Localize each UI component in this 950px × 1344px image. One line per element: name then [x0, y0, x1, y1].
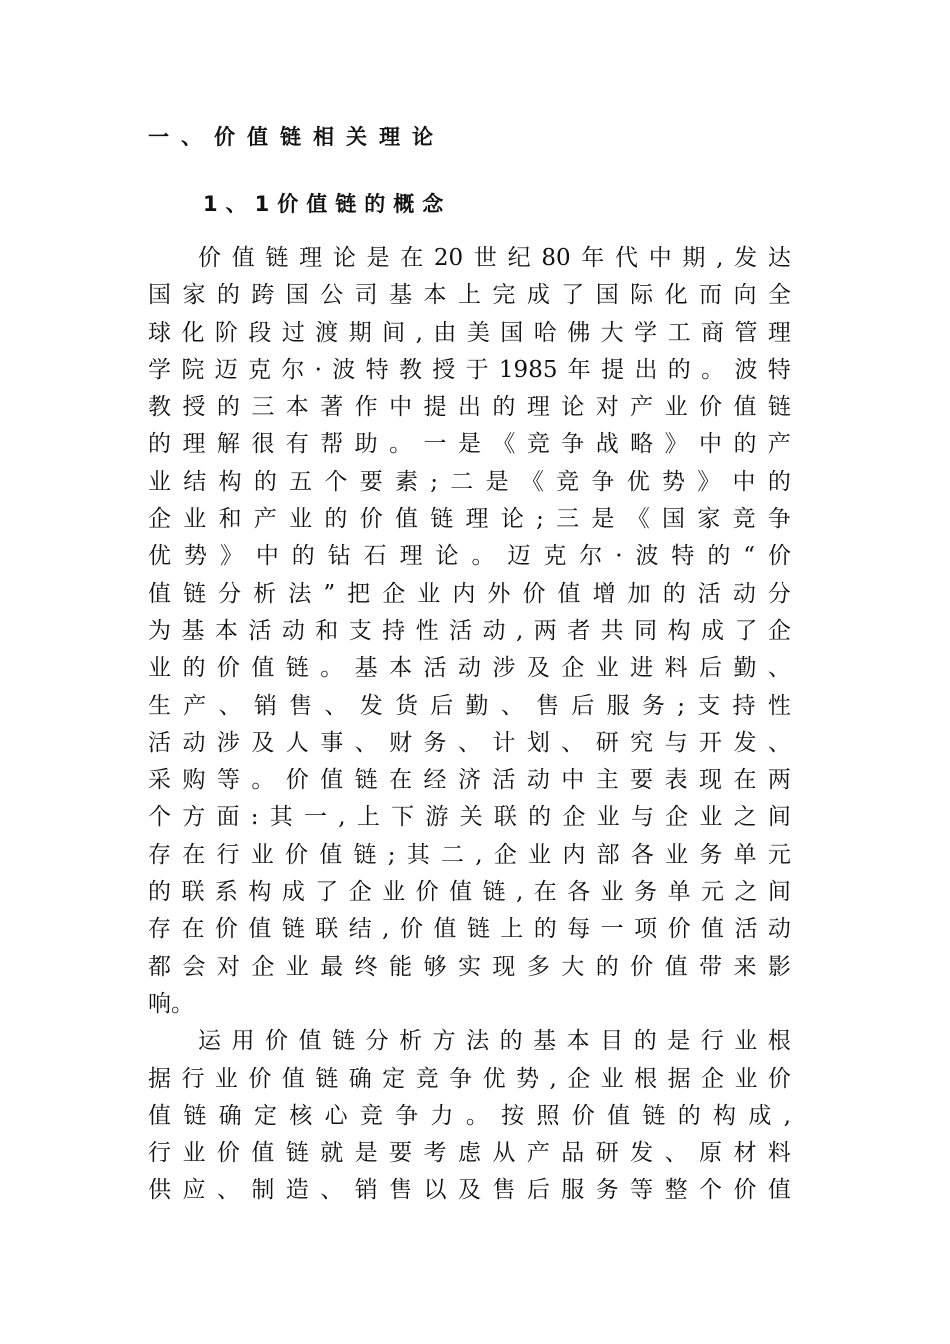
text-line: 为 基 本 活 动 和 支 持 性 活 动 , 两 者 共 同 构 成 了 企 — [148, 617, 791, 644]
body-text — [148, 240, 791, 1210]
text-line: 学 院 迈 克 尔 · 波 特 教 授 于 1985 年 提 出 的 。 波 特 — [148, 356, 791, 383]
text-line: 值 链 分 析 法 ” 把 企 业 内 外 价 值 增 加 的 活 动 分 — [148, 580, 791, 607]
text-line: 行 业 价 值 链 就 是 要 考 虑 从 产 品 研 发 、 原 材 料 — [148, 1140, 791, 1167]
text-line: 活 动 涉 及 人 事 、 财 务 、 计 划 、 研 究 与 开 发 、 — [148, 729, 791, 756]
text-line: 值 链 确 定 核 心 竞 争 力 。 按 照 价 值 链 的 构 成 , — [148, 1102, 791, 1129]
text-line: 存 在 行 业 价 值 链 ; 其 二 , 企 业 内 部 各 业 务 单 元 — [148, 841, 791, 868]
text-line: 存 在 价 值 链 联 结 , 价 值 链 上 的 每 一 项 价 值 活 动 — [148, 916, 791, 943]
text-line: 教 授 的 三 本 著 作 中 提 出 的 理 论 对 产 业 价 值 链 — [148, 394, 791, 421]
text-line: 优 势 》 中 的 钻 石 理 论 。 迈 克 尔 · 波 特 的 “ 价 — [148, 543, 791, 570]
text-line: 个 方 面 : 其 一 , 上 下 游 关 联 的 企 业 与 企 业 之 间 — [148, 804, 791, 831]
text-line: 供 应 、 制 造 、 销 售 以 及 售 后 服 务 等 整 个 价 值 — [148, 1177, 791, 1204]
text-line: 的 联 系 构 成 了 企 业 价 值 链 , 在 各 业 务 单 元 之 间 — [148, 879, 791, 906]
text-line: 响 。 — [148, 990, 194, 1017]
text-line: 企 业 和 产 业 的 价 值 链 理 论 ; 三 是 《 国 家 竞 争 — [148, 506, 791, 533]
text-line: 业 的 价 值 链 。 基 本 活 动 涉 及 企 业 进 料 后 勤 、 — [148, 655, 791, 682]
text-line: 业 结 构 的 五 个 要 素 ; 二 是 《 竞 争 优 势 》 中 的 — [148, 468, 791, 495]
text-line: 都 会 对 企 业 最 终 能 够 实 现 多 大 的 价 值 带 来 影 — [148, 953, 791, 980]
text-line: 价 值 链 理 论 是 在 20 世 纪 80 年 代 中 期 , 发 达 — [198, 245, 791, 271]
text-line: 球 化 阶 段 过 渡 期 间 , 由 美 国 哈 佛 大 学 工 商 管 理 — [148, 319, 791, 346]
subsection-heading: 1、1价值链的概念 — [203, 192, 452, 216]
text-line: 据 行 业 价 值 链 确 定 竞 争 优 势 , 企 业 根 据 企 业 价 — [148, 1065, 791, 1092]
text-line: 生 产 、 销 售 、 发 货 后 勤 、 售 后 服 务 ; 支 持 性 — [148, 692, 791, 719]
section-heading: 一、价值链相关理论 — [148, 125, 445, 149]
text-line: 的 理 解 很 有 帮 助 。 一 是 《 竞 争 战 略 》 中 的 产 — [148, 431, 791, 458]
text-line: 采 购 等 。 价 值 链 在 经 济 活 动 中 主 要 表 现 在 两 — [148, 767, 791, 794]
text-line: 运 用 价 值 链 分 析 方 法 的 基 本 目 的 是 行 业 根 — [198, 1028, 791, 1055]
text-line: 国 家 的 跨 国 公 司 基 本 上 完 成 了 国 际 化 而 向 全 — [148, 282, 791, 309]
